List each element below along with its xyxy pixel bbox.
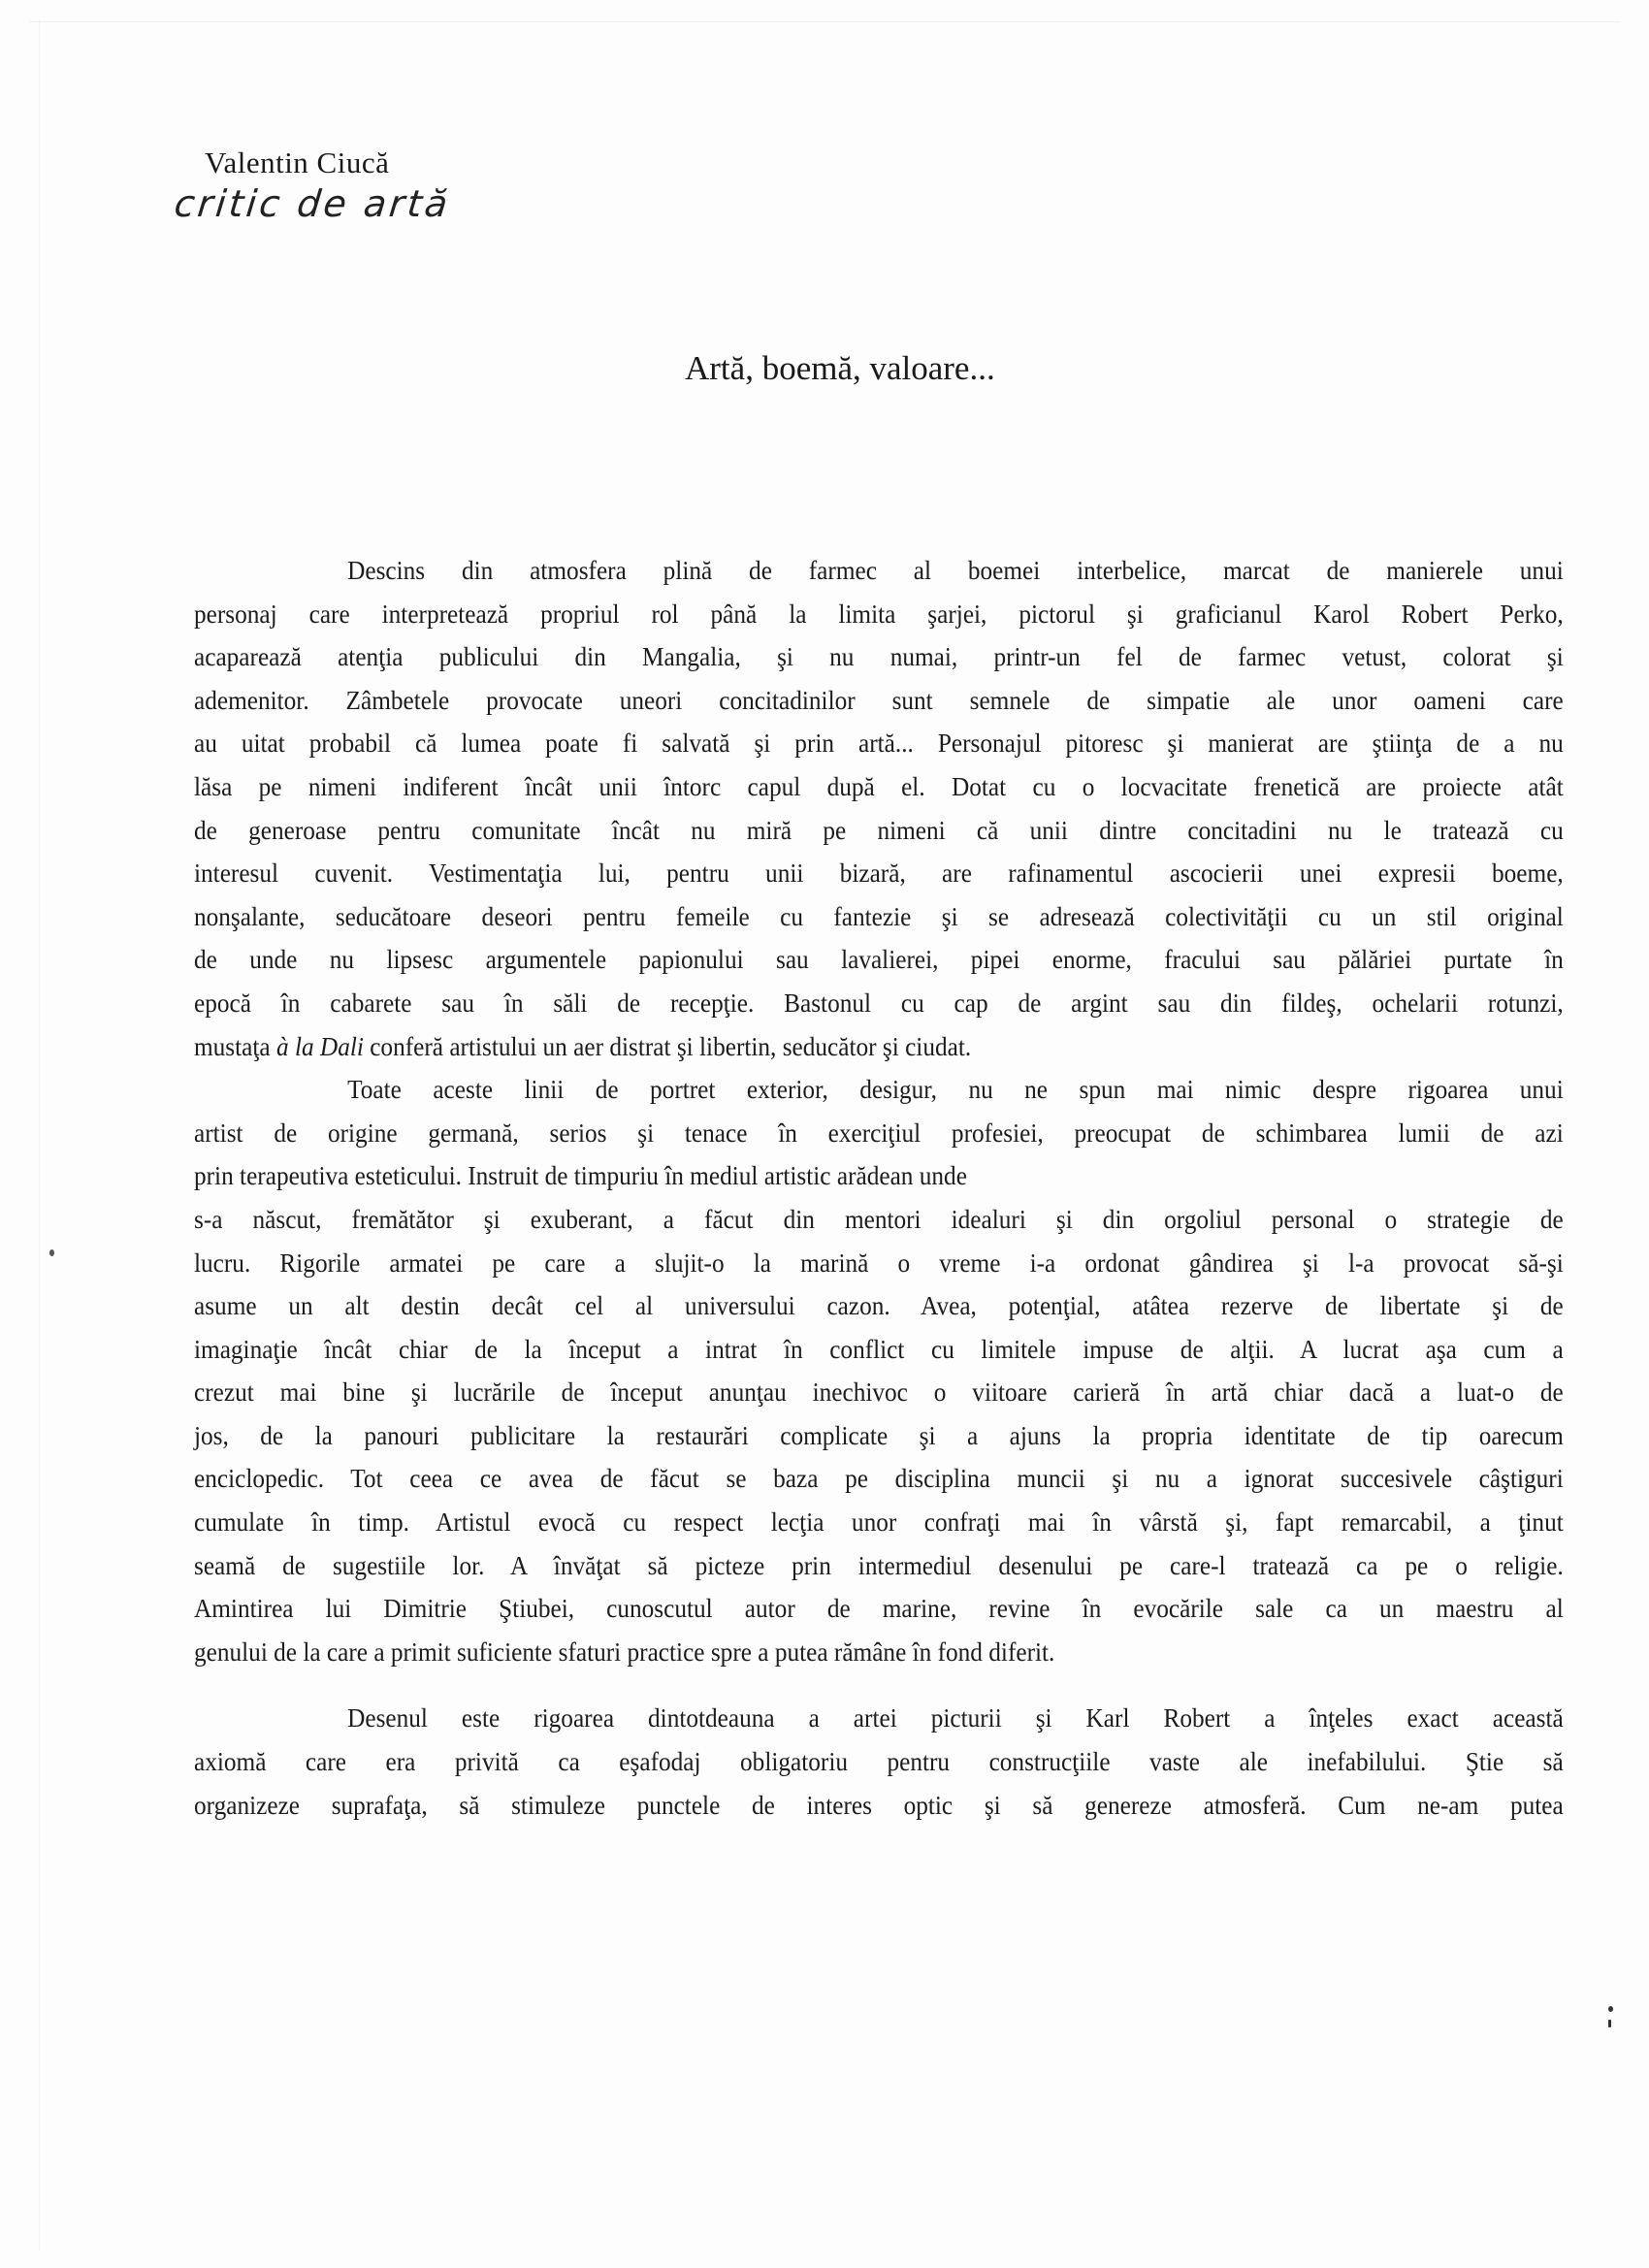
scan-edge xyxy=(39,19,40,2251)
text-line: prin terapeutiva esteticului. Instruit de timpuriu în mediul artistic arădean unde xyxy=(194,1161,967,1191)
italic-phrase: à la Dali xyxy=(275,1031,364,1061)
text-line: epocă în cabarete sau în săli de recepţie. Bastonul cu cap de argint sau din fildeş, ochelarii rotunzi, xyxy=(194,988,1564,1018)
paragraph-2 xyxy=(194,1068,1564,1673)
scan-speck xyxy=(49,1249,54,1256)
text-run: conferă artistului un aer distrat şi libertin, seducător şi ciudat. xyxy=(363,1031,972,1061)
text-line: axiomă care era privită ca eşafodaj obligatoriu pentru construcţiile vaste ale inefabilului. Ştie să xyxy=(194,1747,1564,1777)
text-line xyxy=(194,1025,1564,1069)
text-line: crezut mai bine şi lucrările de început anunţau inechivoc o viitoare carieră în artă chiar dacă a luat-o de xyxy=(194,1377,1564,1408)
text-line: Amintirea lui Dimitrie Ştiubei, cunoscutul autor de marine, revine în evocările sale ca un maestru al xyxy=(194,1594,1564,1624)
paragraph-3 xyxy=(194,1697,1564,1827)
text-line: genului de la care a primit suficiente sfaturi practice spre a putea rămâne în fond diferit. xyxy=(194,1636,1055,1667)
text-line: Desenul este rigoarea dintotdeauna a artei picturii şi Karl Robert a înţeles exact această xyxy=(347,1703,1564,1733)
text-line: cumulate în timp. Artistul evocă cu respect lecţia unor confraţi mai în vârstă şi, fapt remarcabil, a ţinut xyxy=(194,1507,1564,1538)
paragraph-1 xyxy=(194,549,1564,1068)
text-line: Toate aceste linii de portret exterior, desigur, nu ne spun mai nimic despre rigoarea unui xyxy=(347,1075,1564,1105)
text-line: asume un alt destin decât cel al universului cazon. Avea, potenţial, atâtea rezerve de libertate şi de xyxy=(194,1291,1564,1321)
article-body xyxy=(194,549,1564,1827)
text-line: enciclopedic. Tot ceea ce avea de făcut se baza pe disciplina muncii şi nu a ignorat succesivele câştiguri xyxy=(194,1464,1564,1494)
text-line: personaj care interpretează propriul rol până la limita şarjei, pictorul şi graficianul Karol Robert Perko, xyxy=(194,599,1564,629)
text-line: jos, de la panouri publicitare la restaurări complicate şi a ajuns la propria identitate de tip oarecum xyxy=(194,1420,1564,1450)
text-line: artist de origine germană, serios şi tenace în exerciţiul profesiei, preocupat de schimbarea lumii de azi xyxy=(194,1118,1564,1148)
text-line: organizeze suprafaţa, să stimuleze punctele de interes optic şi să genereze atmosferă. Cum ne-am putea xyxy=(194,1790,1564,1820)
text-line: ademenitor. Zâmbetele provocate uneori concitadinilor sunt semnele de simpatie ale unor oameni care xyxy=(194,685,1564,715)
text-line: de unde nu lipsesc argumentele papionului sau lavalierei, pipei enorme, fracului sau pălăriei purtate în xyxy=(194,945,1564,975)
scan-speck xyxy=(1608,2006,1613,2012)
handwritten-note: critic de artă xyxy=(172,182,453,225)
author-name: Valentin Ciucă xyxy=(205,146,390,179)
text-line: interesul cuvenit. Vestimentaţia lui, pentru unii bizară, are rafinamentul ascocierii unei expresii boeme, xyxy=(194,859,1564,889)
text-line: de generoase pentru comunitate încât nu miră pe nimeni că unii dintre concitadini nu le tratează cu xyxy=(194,815,1564,845)
text-line: seamă de sugestiile lor. A învăţat să picteze prin intermediul desenului pe care-l tratează ca pe o religie. xyxy=(194,1550,1564,1580)
text-line: lăsa pe nimeni indiferent încât unii întorc capul după el. Dotat cu o locvacitate frenetică are proiecte atât xyxy=(194,771,1564,801)
text-line: s-a născut, fremătător şi exuberant, a făcut din mentori idealuri şi din orgoliul personal o strategie de xyxy=(194,1204,1564,1234)
text-line: imaginaţie încât chiar de la început a intrat în conflict cu limitele impuse de alţii. A lucrat aşa cum a xyxy=(194,1334,1564,1364)
text-run: mustaţa xyxy=(194,1031,276,1061)
text-line: Descins din atmosfera plină de farmec al boemei interbelice, marcat de manierele unui xyxy=(347,556,1564,585)
scan-edge xyxy=(29,21,1620,22)
article-title: Artă, boemă, valoare... xyxy=(685,349,995,387)
text-line: lucru. Rigorile armatei pe care a slujit-o la marină o vreme i-a ordonat gândirea şi l-a provocat să-şi xyxy=(194,1247,1564,1278)
scan-speck xyxy=(1608,2020,1611,2027)
text-line: au uitat probabil că lumea poate fi salvată şi prin artă... Personajul pitoresc şi manierat are ştiinţa de a nu xyxy=(194,729,1564,759)
text-line: acaparează atenţia publicului din Mangalia, şi nu numai, printr-un fel de farmec vetust, colorat şi xyxy=(194,642,1564,672)
text-line: nonşalante, seducătoare deseori pentru femeile cu fantezie şi se adresează colectivităţii cu un stil original xyxy=(194,901,1564,931)
